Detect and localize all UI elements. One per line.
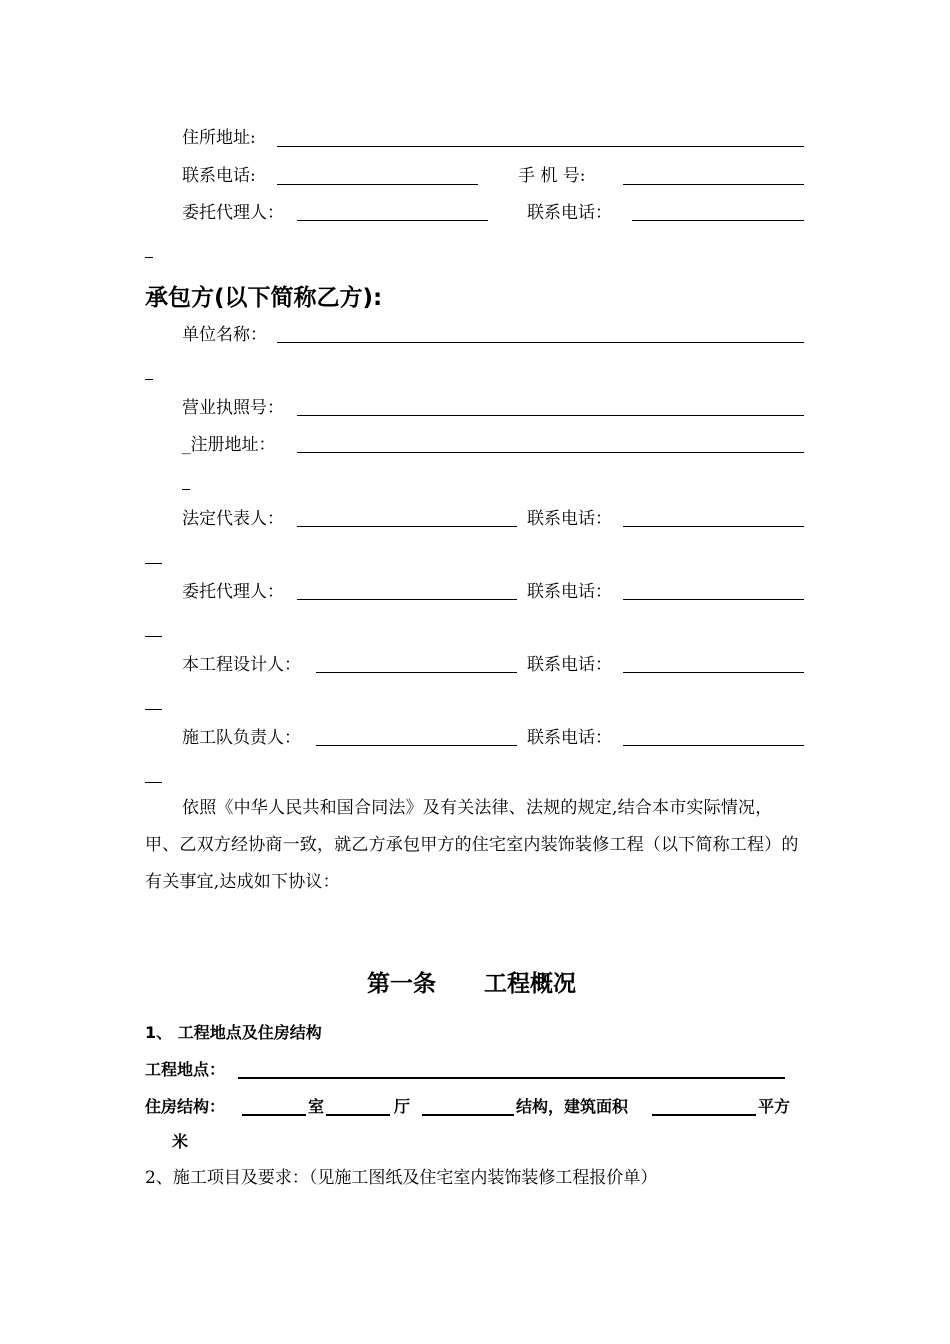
address-label: 住所地址: — [182, 128, 256, 148]
designer-phone-field[interactable] — [623, 672, 804, 673]
party-b-heading: 承包方(以下简称乙方): — [145, 285, 383, 311]
structure-type-field[interactable] — [422, 1114, 514, 1116]
phone-field[interactable] — [277, 184, 478, 185]
team-lead-phone-field[interactable] — [623, 745, 804, 746]
overflow-dash — [145, 379, 153, 380]
legal-rep-label: 法定代表人： — [182, 509, 284, 529]
intro-paragraph: 依照《中华人民共和国合同法》及有关法律、法规的规定,结合本市实际情况，甲、乙双方经协商一致，就乙方承包甲方的住宅室内装饰装修工程（以下简称工程）的有关事宜,达成如下协议： — [145, 798, 799, 892]
license-field[interactable] — [297, 415, 804, 416]
team-lead-label: 施工队负责人： — [182, 728, 301, 748]
area-unit: 平方 — [758, 1097, 791, 1116]
structure-label: 住房结构： — [145, 1097, 226, 1116]
legal-rep-phone-label: 联系电话： — [527, 509, 612, 529]
overflow-dash — [145, 782, 162, 783]
agent-phone-field[interactable] — [632, 220, 804, 221]
area-field[interactable] — [652, 1114, 756, 1116]
overflow-dash — [145, 709, 162, 710]
license-label: 营业执照号： — [182, 398, 284, 418]
b-agent-label: 委托代理人： — [182, 582, 284, 602]
item1-heading: 1、 工程地点及住房结构 — [145, 1023, 322, 1042]
b-agent-field[interactable] — [297, 599, 517, 600]
area-unit-cont: 米 — [172, 1132, 189, 1151]
legal-rep-phone-field[interactable] — [623, 526, 804, 527]
legal-rep-field[interactable] — [297, 526, 517, 527]
team-lead-phone-label: 联系电话： — [527, 728, 612, 748]
designer-phone-label: 联系电话： — [527, 655, 612, 675]
overflow-dash — [145, 563, 162, 564]
designer-label: 本工程设计人： — [182, 655, 301, 675]
agent-field[interactable] — [297, 220, 488, 221]
mobile-label: 手 机 号: — [518, 166, 586, 186]
agent-phone-label: 联系电话： — [527, 203, 612, 223]
overflow-dash — [145, 257, 153, 258]
unit-name-label: 单位名称： — [182, 325, 267, 345]
hall-unit: 厅 — [394, 1097, 411, 1116]
location-field[interactable] — [238, 1077, 785, 1079]
agent-label: 委托代理人： — [182, 203, 284, 223]
overflow-dash — [145, 636, 162, 637]
designer-field[interactable] — [316, 672, 517, 673]
mobile-field[interactable] — [623, 184, 804, 185]
hall-count-field[interactable] — [326, 1114, 390, 1116]
overflow-dash — [182, 489, 190, 490]
b-agent-phone-field[interactable] — [623, 599, 804, 600]
location-label: 工程地点： — [145, 1060, 226, 1079]
structure-unit: 结构，建筑面积 — [516, 1097, 629, 1116]
room-unit: 室 — [308, 1097, 325, 1116]
reg-address-field[interactable] — [297, 452, 804, 453]
unit-name-field[interactable] — [277, 342, 804, 343]
b-agent-phone-label: 联系电话： — [527, 582, 612, 602]
room-count-field[interactable] — [242, 1114, 306, 1116]
item2-text: 2、施工项目及要求：（见施工图纸及住宅室内装饰装修工程报价单） — [145, 1168, 658, 1188]
team-lead-field[interactable] — [316, 745, 517, 746]
phone-label: 联系电话: — [182, 166, 256, 186]
reg-address-label: _注册地址： — [182, 435, 276, 455]
address-field[interactable] — [277, 146, 804, 147]
article-title: 第一条 工程概况 — [367, 971, 577, 997]
